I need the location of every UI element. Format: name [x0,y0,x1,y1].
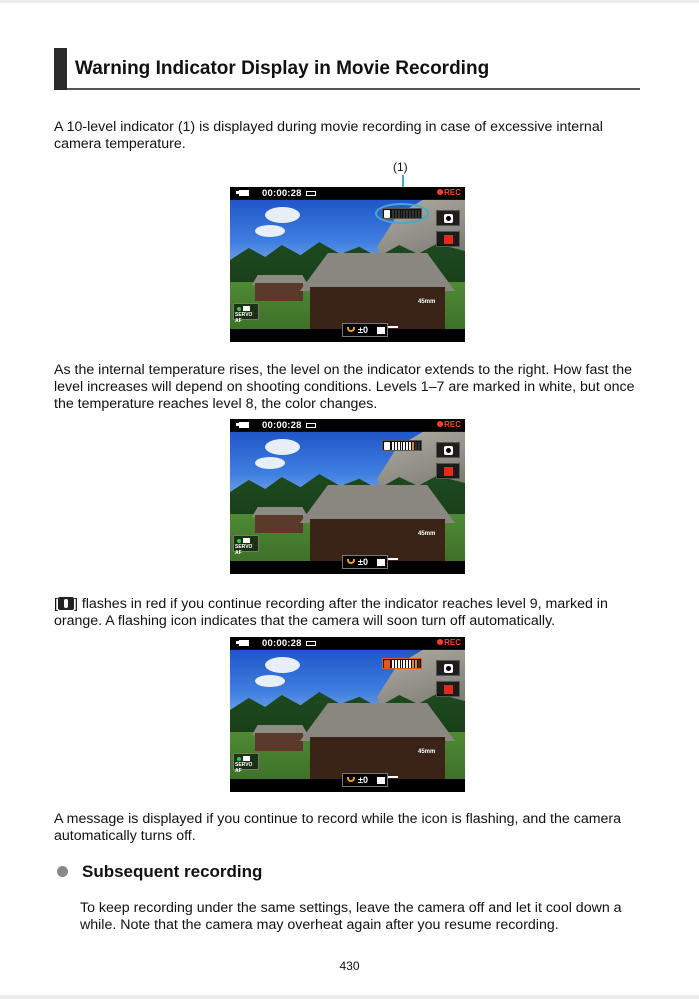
exposure-icon [377,559,385,566]
temperature-paragraph: As the internal temperature rises, the level on the indicator extends to the right. How fast the level increases will depend on shooting conditions. Levels 1–7 are marked in white, but once the temperature reaches level 8, the color changes. [54,362,635,412]
exposure-compensation: ±0 [342,773,388,787]
osd-top-bar [230,419,465,432]
stop-recording-button[interactable] [436,231,460,247]
page-top-edge [0,0,699,3]
subsequent-recording-paragraph: To keep recording under the same settings, leave the camera off and let it cool down a while. Note that the camera may overheat again after you resume recording. [80,900,622,933]
page-number: 430 [339,959,360,973]
exposure-icon [377,777,385,784]
timecode: 00:00:28 [262,638,302,649]
quick-control-button[interactable] [436,660,460,676]
stop-recording-button[interactable] [436,681,460,697]
exposure-arc-icon [347,559,355,564]
stop-icon [444,235,453,244]
battery-icon [306,191,316,196]
osd-top-bar [230,637,465,650]
bullet-icon [57,866,68,877]
section-heading [54,48,640,90]
exposure-arc-icon [347,777,355,782]
subsection-heading: Subsequent recording [82,862,263,881]
exposure-compensation: ±0 [342,323,388,337]
thermometer-flashing-icon [384,660,390,668]
movie-servo-icon [243,306,250,311]
q-icon [444,214,453,223]
stop-recording-button[interactable] [436,463,460,479]
camera-screen-1 [230,187,465,342]
movie-servo-icon [243,538,250,543]
shutdown-paragraph: A message is displayed if you continue to record while the icon is flashing, and the camera automatically turns off. [54,811,622,844]
servo-af-badge: SERVO AF [233,535,259,552]
camera-screen-3 [230,637,465,792]
exposure-arc-icon [347,327,355,332]
callout-ellipse [375,203,429,224]
intro-paragraph: A 10-level indicator (1) is displayed during movie recording in case of excessive internal camera temperature. [54,119,603,152]
rec-indicator: REC [437,188,461,197]
quick-control-button[interactable] [436,442,460,458]
movie-mode-icon [236,421,249,430]
movie-mode-icon [236,189,249,198]
q-icon [444,446,453,455]
rec-dot-icon [437,421,443,427]
page-title: Warning Indicator Display in Movie Recording [75,58,490,79]
movie-servo-icon [243,756,250,761]
camera-screen-2 [230,419,465,574]
heading-accent-bar [54,48,67,90]
stop-icon [444,467,453,476]
osd-top-bar [230,187,465,200]
thermometer-icon [384,442,390,450]
rec-indicator: REC [437,638,461,647]
focal-length: 45mm [418,749,436,755]
temperature-indicator [382,440,422,451]
callout-label: (1) [393,160,408,174]
rec-dot-icon [437,639,443,645]
temperature-indicator [382,658,422,669]
focal-length: 45mm [418,299,436,305]
quick-control-button[interactable] [436,210,460,226]
stop-icon [444,685,453,694]
exposure-icon [377,327,385,334]
servo-af-badge: SERVO AF [233,753,259,770]
exposure-compensation: ±0 [342,555,388,569]
movie-mode-icon [236,639,249,648]
thermometer-warning-icon [58,597,74,610]
timecode: 00:00:28 [262,188,302,199]
servo-af-badge: SERVO AF [233,303,259,320]
q-icon [444,664,453,673]
rec-indicator: REC [437,420,461,429]
timecode: 00:00:28 [262,420,302,431]
page-bottom-edge [0,995,699,999]
focal-length: 45mm [418,531,436,537]
flashing-paragraph: [ ] flashes in red if you continue recording after the indicator reaches level 9, marked in orange. A flashing icon indicates that the camera will soon turn off automatically. [54,596,608,629]
battery-icon [306,641,316,646]
battery-icon [306,423,316,428]
rec-dot-icon [437,189,443,195]
